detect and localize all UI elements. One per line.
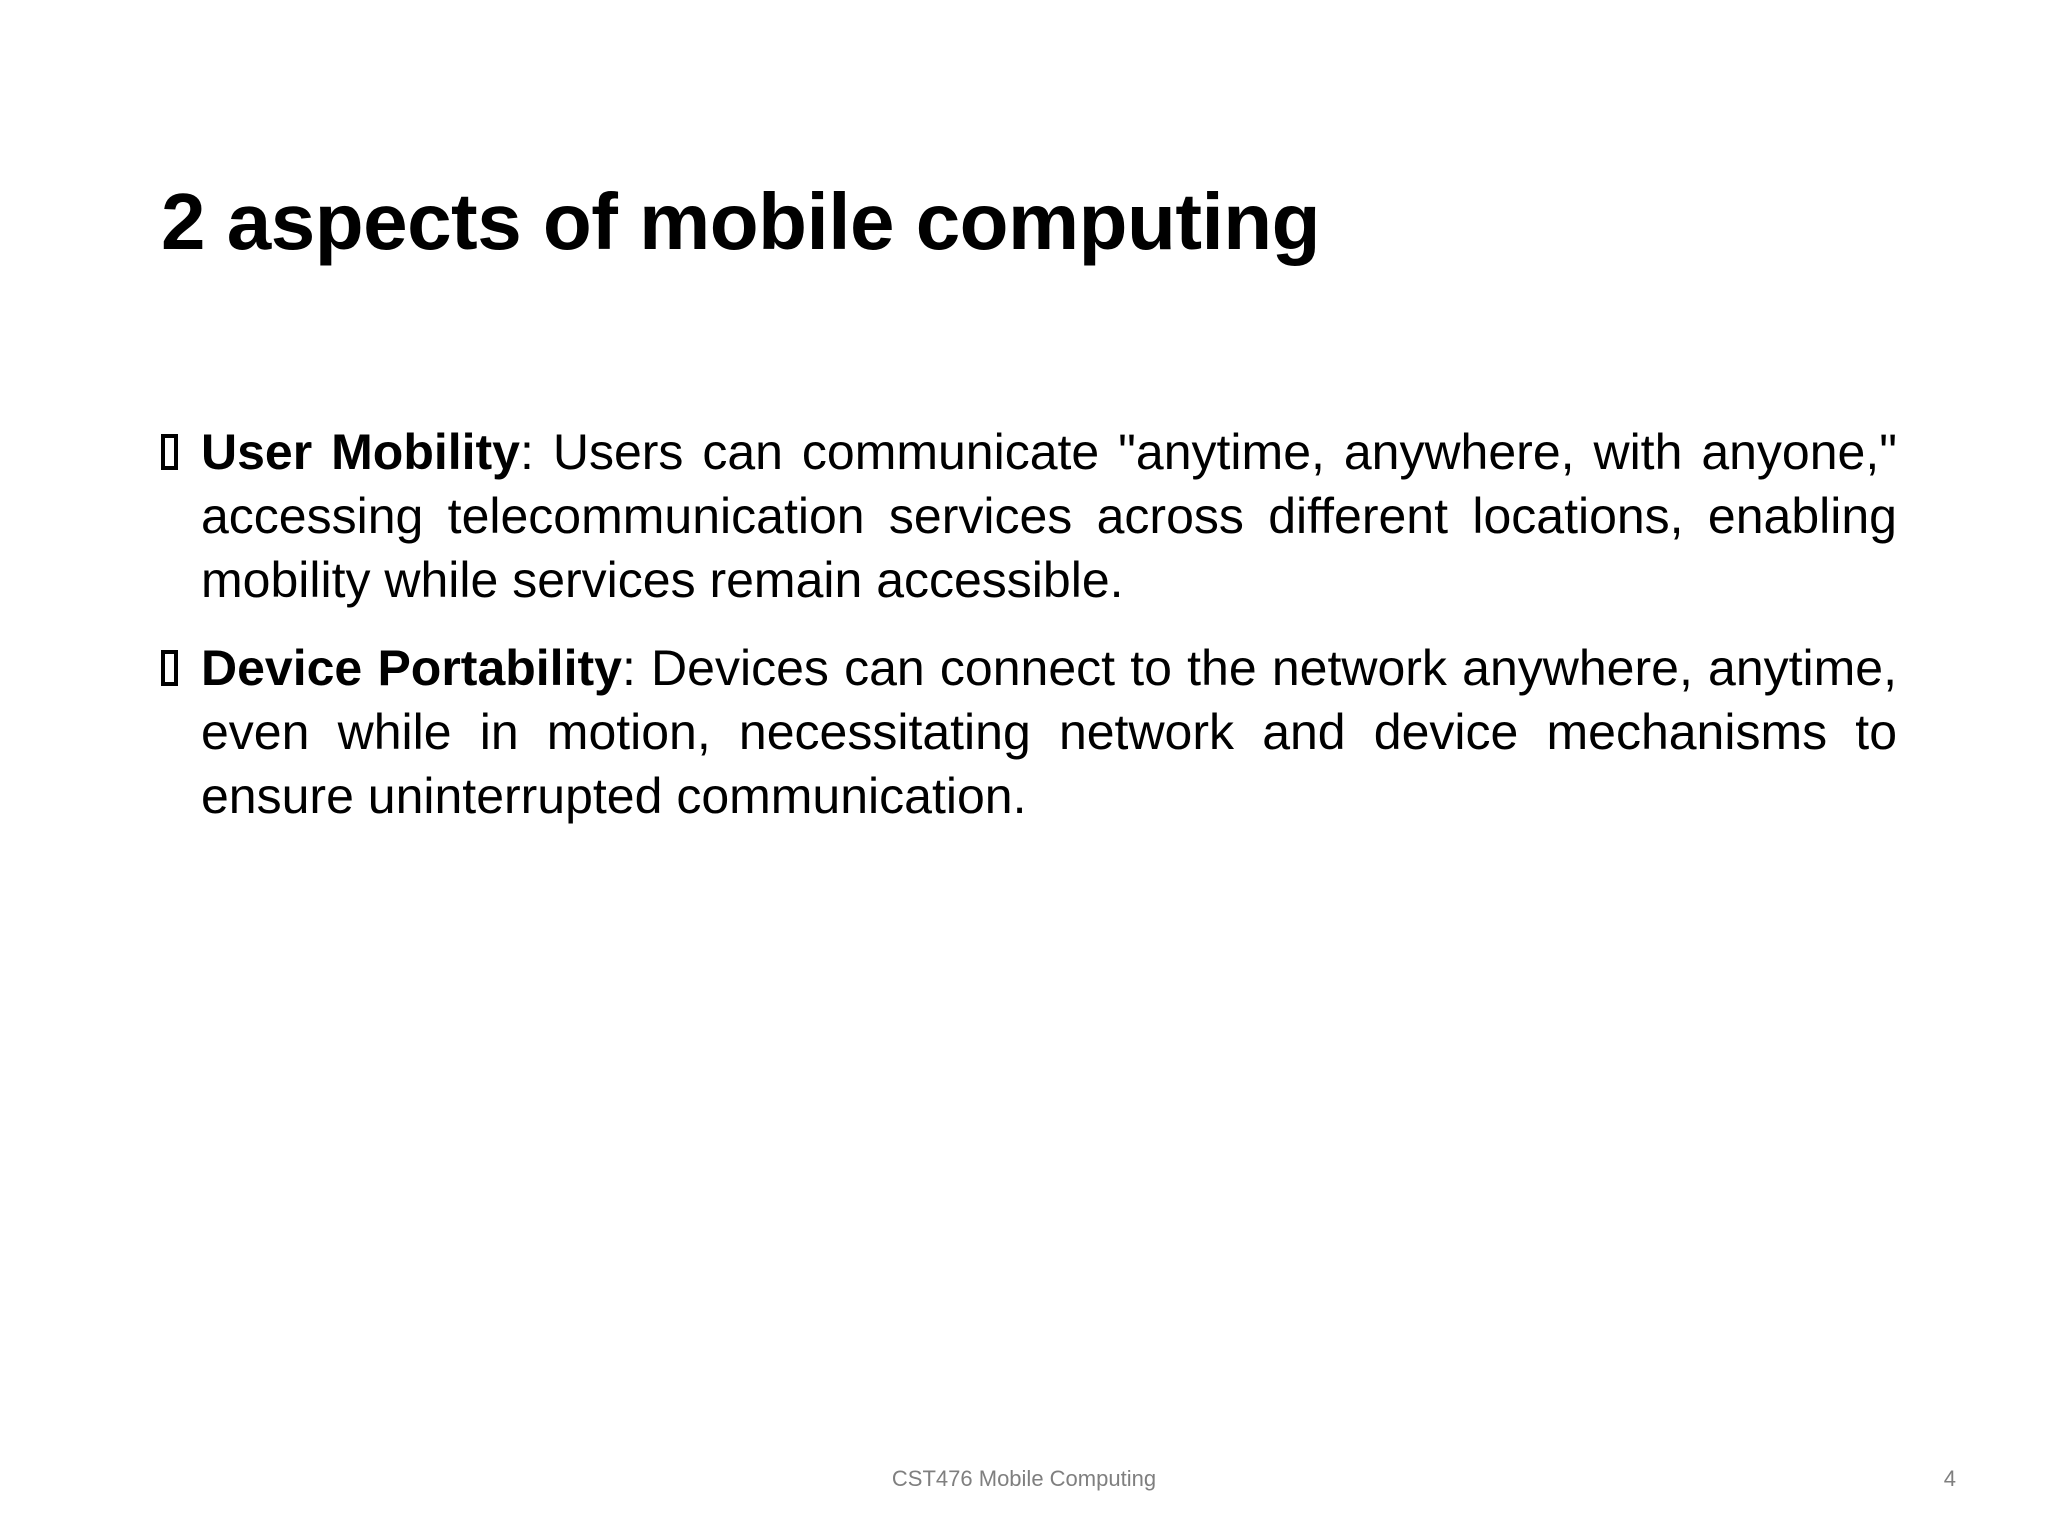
- bullet-item-user-mobility: [157, 420, 1897, 612]
- bullet-text: : Users can communicate "anytime, anywhere, with anyone," accessing telecommunication services across different locations, enabling mobility while services remain accessible.: [201, 424, 1897, 608]
- page-number: 4: [1943, 1466, 1956, 1491]
- box-bullet-icon: [161, 434, 178, 470]
- bullet-term: Device Portability: [201, 640, 622, 696]
- slide-title: 2 aspects of mobile computing: [161, 177, 1321, 266]
- bullet-item-device-portability: [157, 636, 1897, 828]
- bullet-text: : Devices can connect to the network anywhere, anytime, even while in motion, necessitating network and device mechanisms to ensure uninterrupted communication.: [201, 640, 1898, 824]
- bullet-list: [157, 420, 1897, 852]
- box-bullet-icon: [161, 650, 178, 686]
- bullet-term: User Mobility: [201, 424, 520, 480]
- footer-course-name: CST476 Mobile Computing: [891, 1466, 1157, 1491]
